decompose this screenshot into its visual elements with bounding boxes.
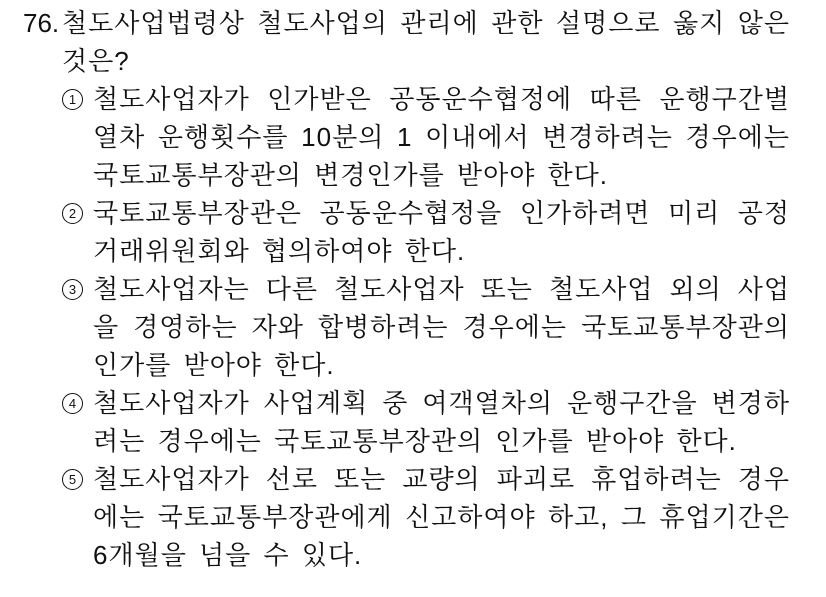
question-text: 철도사업법령상 철도사업의 관리에 관한 설명으로 옳지 않은 것은? — [62, 8, 790, 76]
option-4-marker — [62, 384, 93, 422]
question-body — [62, 4, 790, 574]
question-block — [23, 4, 790, 574]
circled-number-icon: 1 — [62, 89, 83, 110]
circled-number-icon: 4 — [62, 393, 83, 414]
option-2-text: 국토교통부장관은 공동운수협정을 인가하려면 미리 공정거래위원회와 협의하여야 한다. — [93, 198, 790, 266]
option-1-text: 철도사업자가 인가받은 공동운수협정에 따른 운행구간별 열차 운행횟수를 10분의 1 이내에서 변경하려는 경우에는 국토교통부장관의 변경인가를 받아야 한다. — [93, 84, 790, 190]
circled-number-icon: 3 — [62, 279, 83, 300]
option-3-text: 철도사업자는 다른 철도사업자 또는 철도사업 외의 사업을 경영하는 자와 합병하려는 경우에는 국토교통부장관의 인가를 받아야 한다. — [93, 274, 790, 380]
option-1 — [62, 80, 790, 194]
option-5-text: 철도사업자가 선로 또는 교량의 파괴로 휴업하려는 경우에는 국토교통부장관에게 신고하여야 하고, 그 휴업기간은 6개월을 넘을 수 있다. — [93, 464, 790, 570]
option-5 — [62, 460, 790, 574]
option-2-marker — [62, 194, 93, 232]
option-5-marker — [62, 460, 93, 498]
option-1-marker — [62, 80, 93, 118]
option-3 — [62, 270, 790, 384]
option-3-marker — [62, 270, 93, 308]
question-number: 76. — [23, 8, 60, 38]
options-list — [62, 80, 790, 574]
option-4 — [62, 384, 790, 460]
option-4-text: 철도사업자가 사업계획 중 여객열차의 운행구간을 변경하려는 경우에는 국토교통부장관의 인가를 받아야 한다. — [93, 388, 790, 456]
circled-number-icon: 5 — [62, 469, 83, 490]
option-2 — [62, 194, 790, 270]
circled-number-icon: 2 — [62, 203, 83, 224]
